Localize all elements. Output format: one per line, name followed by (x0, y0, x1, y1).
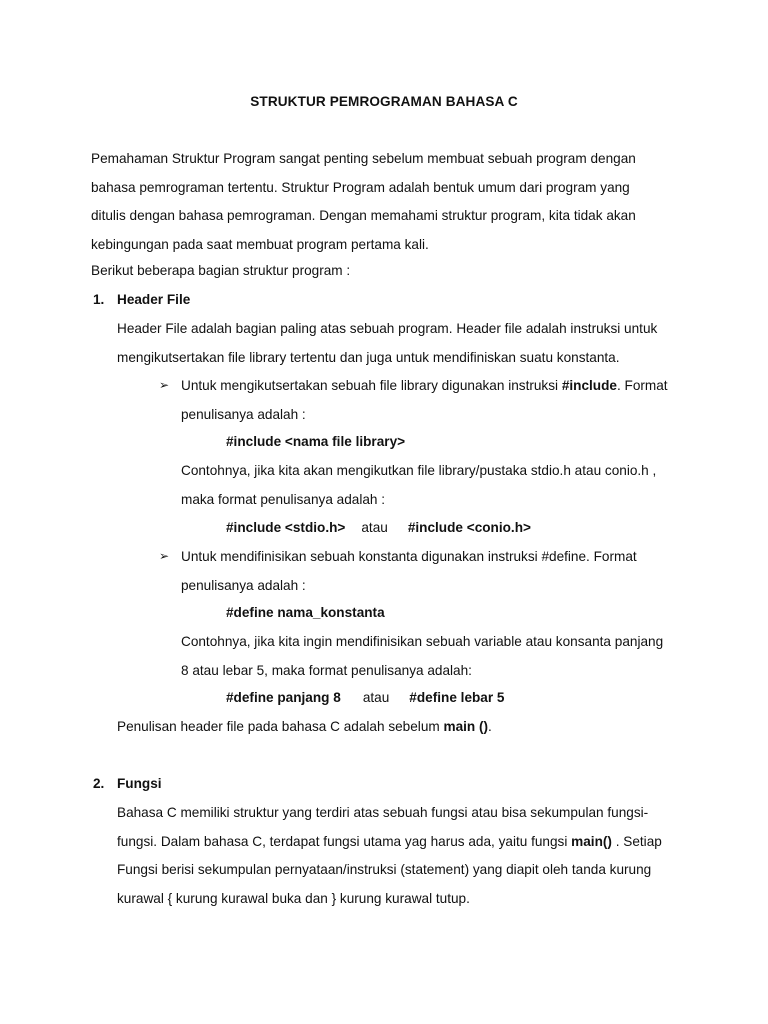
bullet-line: penulisanya adalah : (181, 406, 306, 422)
example-line: maka format penulisanya adalah : (181, 491, 386, 507)
page-title: STRUKTUR PEMROGRAMAN BAHASA C (250, 94, 518, 109)
section-number: 2. (93, 776, 105, 791)
paragraph-line: mengikutsertakan file library tertentu dan juga untuk mendifiniskan suatu konstanta. (117, 349, 620, 365)
section-number: 1. (93, 292, 105, 307)
bullet-line: Untuk mendifinisikan sebuah konstanta digunakan instruksi #define. Format (181, 549, 637, 564)
paragraph-line: Header File adalah bagian paling atas sebuah program. Header file adalah instruksi untuk (117, 321, 658, 336)
define-syntax: #define nama_konstanta (226, 605, 385, 620)
code-separator: atau (361, 520, 388, 535)
header-file-closing (117, 719, 492, 734)
define-example (181, 628, 678, 685)
intro-line: Pemahaman Struktur Program sangat penting sebelum membuat sebuah program dengan (91, 151, 636, 166)
intro-line: bahasa pemrograman tertentu. Struktur Program adalah bentuk umum dari program yang (91, 179, 630, 195)
intro-line: ditulis dengan bahasa pemrograman. Dengan memahami struktur program, kita tidak akan (91, 208, 636, 223)
code-sample: #include <stdio.h> (226, 520, 346, 535)
define-code-examples (226, 690, 505, 705)
code-sample: #include <conio.h> (407, 520, 531, 535)
include-syntax: #include <nama file library> (226, 434, 406, 449)
bullet-line (181, 372, 678, 401)
include-example (181, 457, 678, 514)
bullet-line: penulisanya adalah : (181, 577, 306, 593)
header-file-paragraph (117, 315, 678, 372)
paragraph-text: . Setiap (611, 833, 662, 849)
paragraph-line: Fungsi berisi sekumpulan pernyataan/instruksi (statement) yang diapit oleh tanda kurung (117, 862, 652, 877)
closing-text: Penulisan header file pada bahasa C adalah sebelum (117, 719, 444, 734)
bullet-text: Untuk mengikutsertakan sebuah file library digunakan instruksi (181, 378, 562, 393)
example-line: Contohnya, jika kita ingin mendifinisikan sebuah variable atau konsanta panjang (181, 634, 664, 649)
fungsi-paragraph (117, 799, 678, 913)
closing-text: . (488, 719, 492, 734)
arrow-bullet-icon: ➢ (159, 378, 170, 392)
code-sample: #define panjang 8 (226, 690, 341, 705)
intro-lead: Berikut beberapa bagian struktur program : (91, 263, 351, 278)
code-sample: #define lebar 5 (409, 690, 505, 705)
intro-paragraph (91, 145, 678, 259)
bullet-text: . Format (616, 378, 668, 393)
example-line: 8 atau lebar 5, maka format penulisanya adalah: (181, 662, 472, 678)
section-heading-fungsi: Fungsi (117, 776, 162, 791)
paragraph-line: kurawal { kurung kurawal buka dan } kurung kurawal tutup. (117, 890, 470, 906)
section-heading-header-file: Header File (117, 292, 191, 307)
intro-line: kebingungan pada saat membuat program pertama kali. (91, 236, 429, 252)
arrow-bullet-icon: ➢ (159, 549, 170, 563)
closing-keyword: main () (443, 719, 489, 734)
bullet-include (181, 372, 678, 429)
paragraph-text: fungsi. Dalam bahasa C, terdapat fungsi utama yag harus ada, yaitu fungsi (117, 833, 572, 849)
paragraph-keyword: main() (571, 833, 612, 849)
code-separator: atau (362, 690, 390, 705)
include-code-examples (226, 520, 531, 535)
paragraph-line: Bahasa C memiliki struktur yang terdiri atas sebuah fungsi atau bisa sekumpulan fungsi- (117, 805, 649, 820)
example-line: Contohnya, jika kita akan mengikutkan file library/pustaka stdio.h atau conio.h , (181, 463, 657, 478)
bullet-define (181, 543, 678, 600)
paragraph-line (117, 828, 678, 857)
bullet-keyword: #include (561, 378, 617, 393)
